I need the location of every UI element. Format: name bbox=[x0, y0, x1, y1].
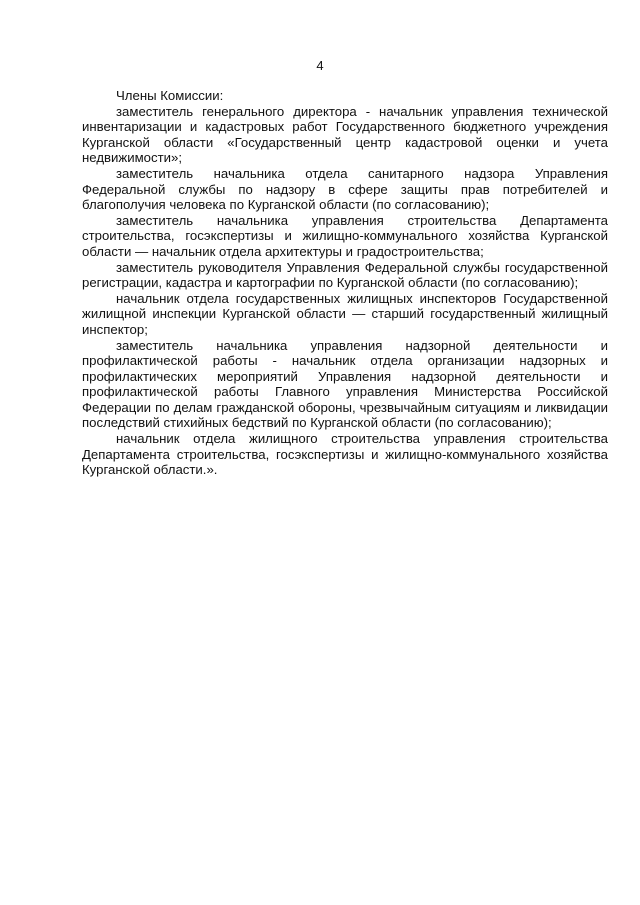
member-item: заместитель руководителя Управления Федеральной службы государственной регистрации, кадастра и картографии по Курганской области (по согласованию); bbox=[82, 259, 608, 291]
member-item: заместитель начальника отдела санитарного надзора Управления Федеральной службы по надзору в сфере защиты прав потребителей и благополучия человека по Курганской области (по согласованию); bbox=[82, 165, 608, 213]
page-number: 4 bbox=[316, 58, 324, 73]
commission-members-heading: Члены Комиссии: bbox=[116, 88, 224, 103]
member-item: заместитель генерального директора - начальник управления технической инвентаризации и кадастровых работ Государственного бюджетного учреждения Курганской области «Государственный центр кадастровой оценки и учета недвижимости»; bbox=[82, 103, 608, 166]
member-item: заместитель начальника управления надзорной деятельности и профилактической работы - начальник отдела организации надзорных и профилактических мероприятий Управления надзорной деятельности и профилактической работы Главного управления Министерства Российской Федерации по делам гражданской обороны, чрезвычайным ситуациям и ликвидации последствий стихийных бедствий по Курганской области (по согласованию); bbox=[82, 337, 608, 431]
member-item: заместитель начальника управления строительства Департамента строительства, госэкспертизы и жилищно-коммунального хозяйства Курганской области — начальник отдела архитектуры и градостроительства; bbox=[82, 212, 608, 259]
member-item: начальник отдела жилищного строительства управления строительства Департамента строительства, госэкспертизы и жилищно-коммунального хозяйства Курганской области.». bbox=[82, 431, 608, 478]
document-body bbox=[82, 88, 608, 478]
member-item: начальник отдела государственных жилищных инспекторов Государственной жилищной инспекции Курганской области — старший государственный жилищный инспектор; bbox=[82, 290, 608, 337]
